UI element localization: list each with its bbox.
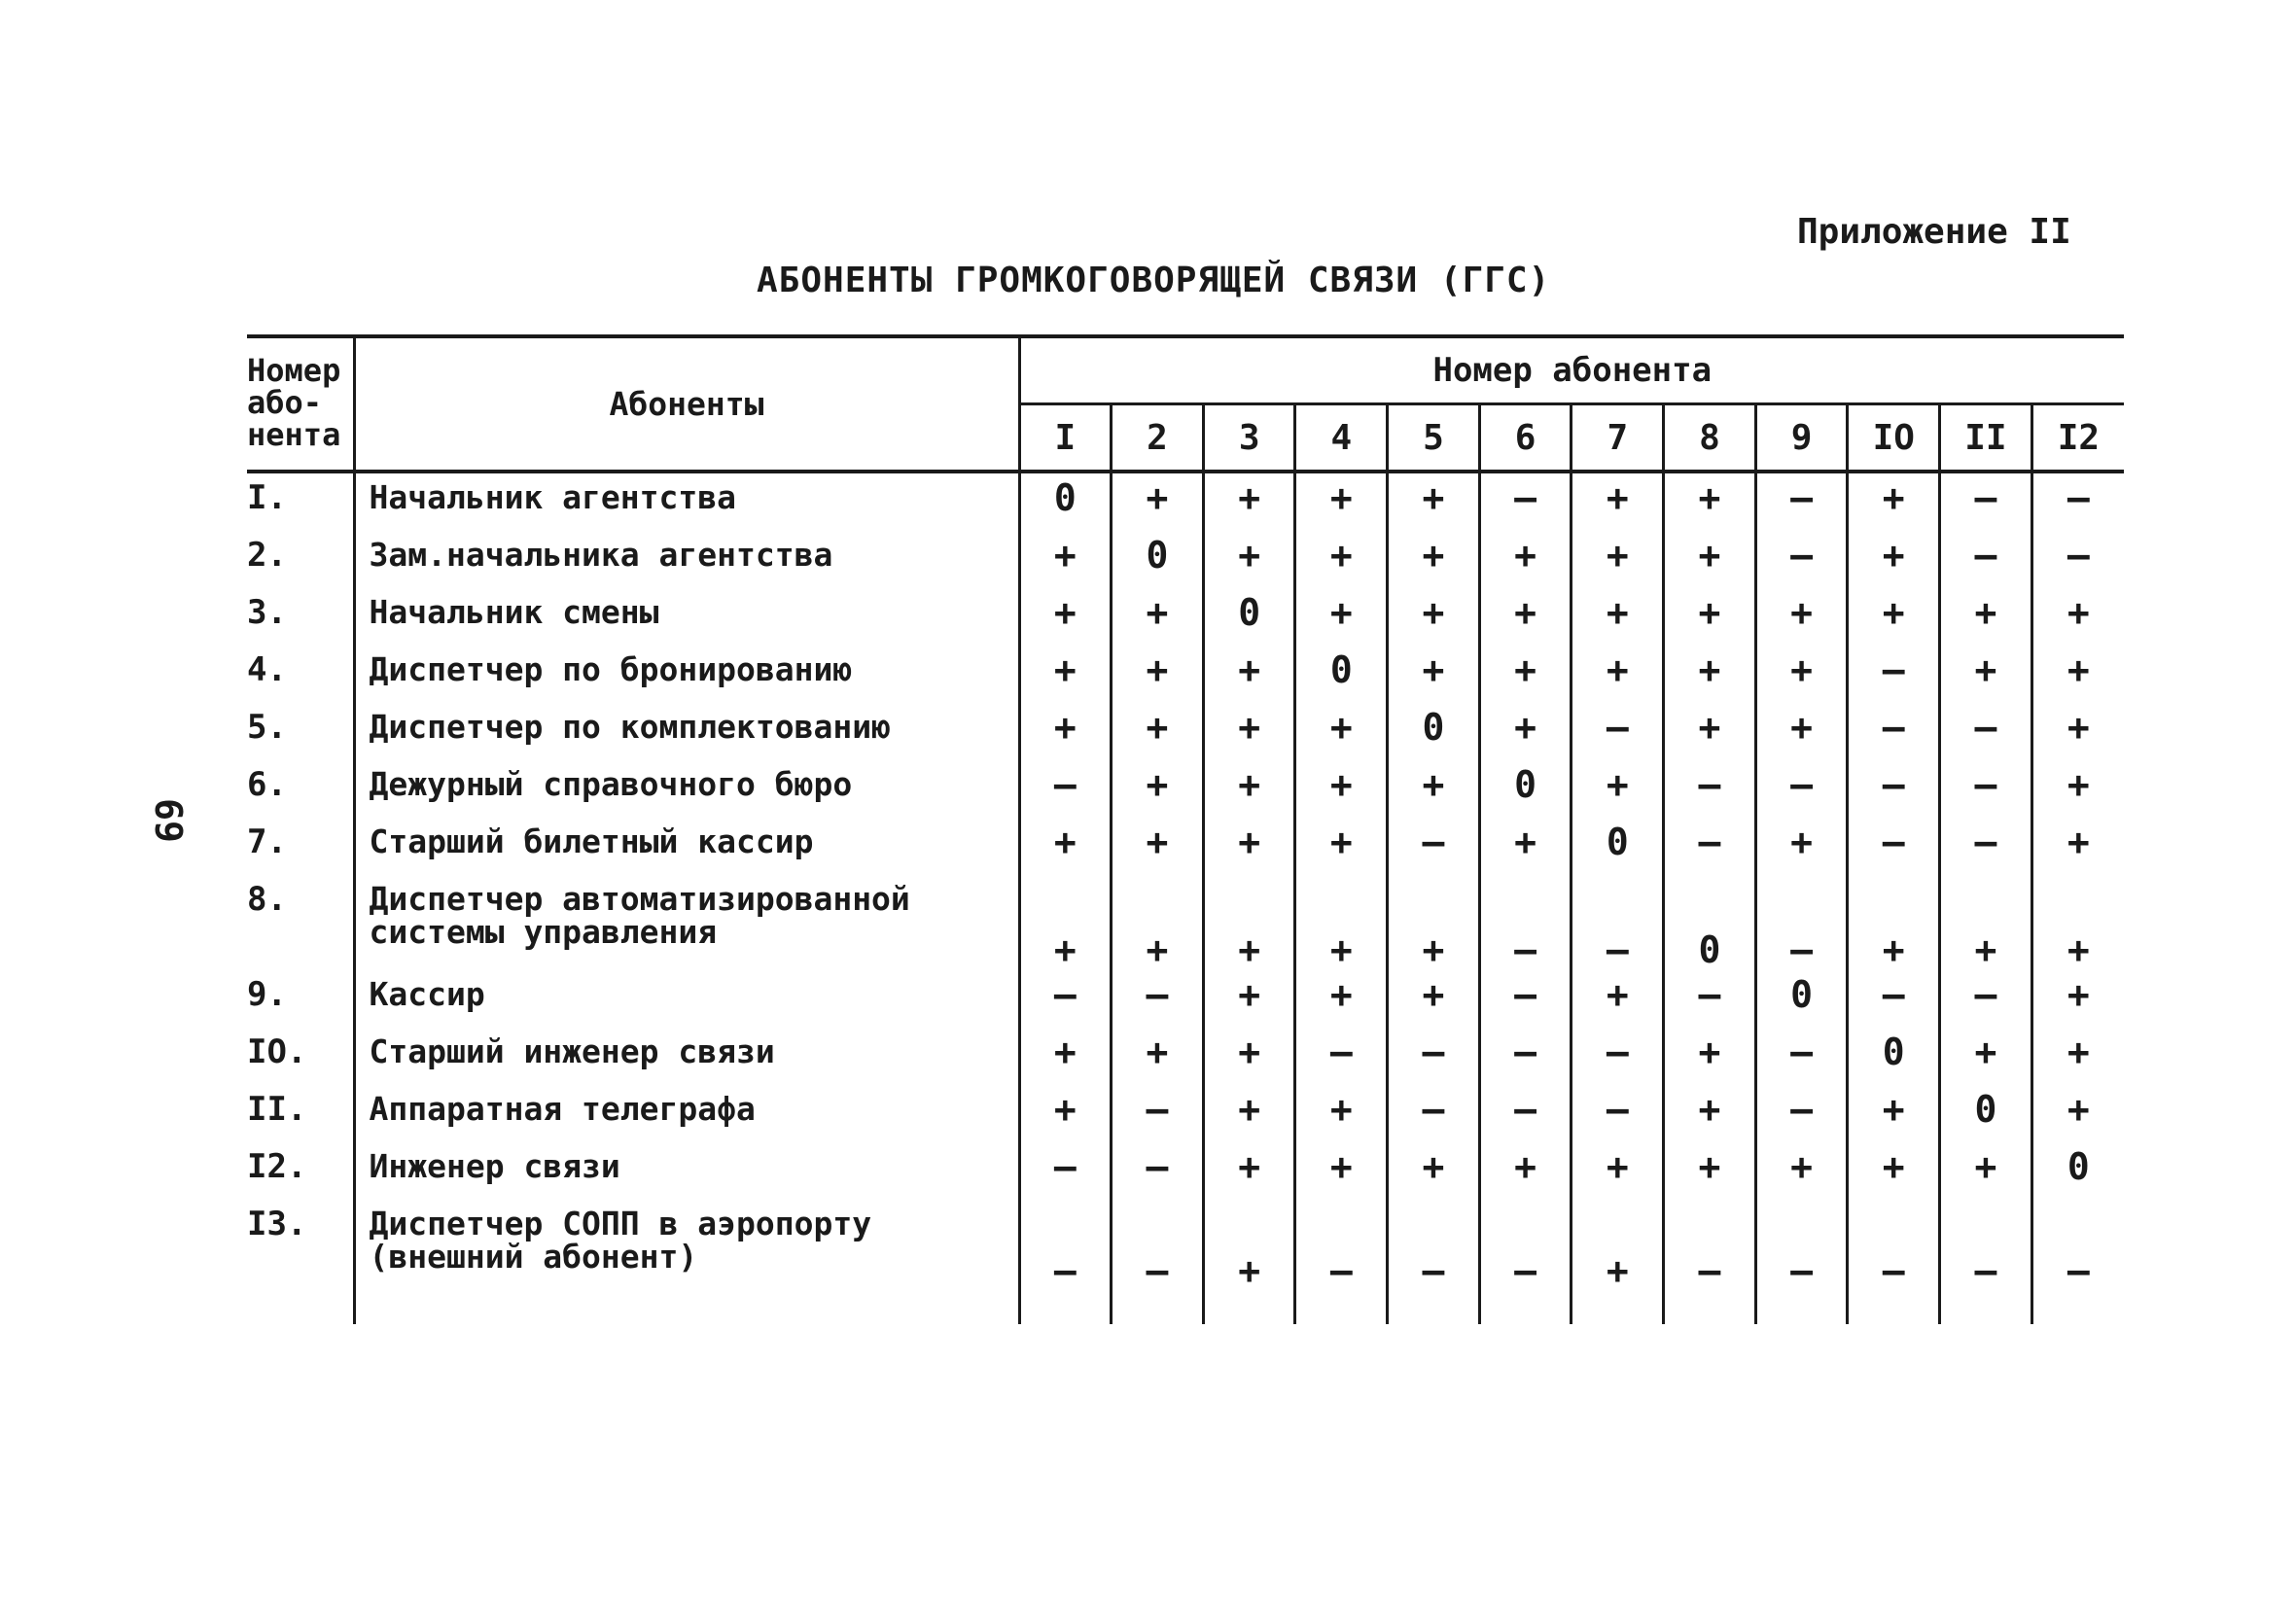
connection-mark: + (1295, 760, 1388, 818)
connection-mark: + (1203, 760, 1295, 818)
connection-mark: – (1479, 1028, 1572, 1085)
subscriber-name (354, 1085, 1019, 1142)
connection-mark: + (1940, 875, 2032, 970)
connection-mark: 0 (1940, 1085, 2032, 1142)
connection-mark: – (1388, 1085, 1480, 1142)
connection-mark: + (1572, 970, 1664, 1028)
connection-mark: + (1940, 646, 2032, 703)
table-row (247, 760, 2124, 818)
row-number: 8. (247, 875, 354, 970)
table-row (247, 1028, 2124, 1085)
connection-mark: – (1664, 760, 1756, 818)
connection-mark: + (2066, 591, 2090, 634)
connection-mark: – (1388, 1028, 1480, 1085)
subscriber-name-line2: системы управления (369, 913, 718, 951)
connection-mark: 0 (1388, 703, 1480, 760)
row-number: I. (247, 472, 354, 531)
page-number: 69 (146, 798, 190, 843)
connection-mark: + (1572, 1200, 1664, 1324)
connection-mark: 0 (1203, 588, 1295, 646)
connection-mark: + (1848, 588, 1940, 646)
connection-mark: + (1112, 1028, 1204, 1085)
connection-mark: – (1848, 646, 1940, 703)
connection-mark: 0 (1019, 472, 1112, 531)
header-num-line3: нента (247, 416, 341, 453)
connection-mark: + (1664, 531, 1756, 588)
connection-mark: 0 (1295, 646, 1388, 703)
connection-mark: – (2066, 476, 2090, 519)
connection-mark: + (1203, 531, 1295, 588)
connection-mark: 0 (1848, 1028, 1940, 1085)
connection-mark: – (1755, 760, 1848, 818)
row-number: IO. (247, 1028, 354, 1085)
connection-mark: + (1295, 970, 1388, 1028)
connection-mark: – (1755, 472, 1848, 531)
subscriber-name-line1: Начальник агентства (369, 478, 736, 516)
connection-mark: + (1388, 875, 1480, 970)
row-number: 7. (247, 818, 354, 875)
connection-mark: 0 (2066, 1145, 2090, 1188)
subscriber-name (354, 703, 1019, 760)
subscriber-name-line1: Аппаратная телеграфа (369, 1090, 756, 1128)
connection-mark: + (1203, 818, 1295, 875)
connection-mark: + (1479, 646, 1572, 703)
connection-mark: + (2066, 821, 2090, 863)
connection-mark: + (1664, 703, 1756, 760)
connection-mark: 0 (1755, 970, 1848, 1028)
subscriber-name-line1: Диспетчер автоматизированной (369, 880, 910, 918)
header-number-group: Номер абонента (1019, 336, 2124, 404)
connection-mark: – (1572, 703, 1664, 760)
connection-mark: + (1388, 1142, 1480, 1200)
connection-mark: + (1019, 1028, 1112, 1085)
connection-mark: – (1479, 1200, 1572, 1324)
row-number: 4. (247, 646, 354, 703)
connection-mark: – (1019, 1200, 1112, 1324)
connection-mark: + (1203, 1085, 1295, 1142)
connection-mark: + (1019, 588, 1112, 646)
subscriber-name-line1: Старший инженер связи (369, 1032, 775, 1070)
connection-mark: + (1479, 818, 1572, 875)
connection-mark: – (1479, 875, 1572, 970)
table-row (247, 1085, 2124, 1142)
row-number: 5. (247, 703, 354, 760)
connection-mark: + (1203, 472, 1295, 531)
table-row (247, 1142, 2124, 1200)
subscriber-name (354, 1200, 1019, 1324)
table-row (247, 970, 2124, 1028)
row-number: 9. (247, 970, 354, 1028)
connection-mark: – (1664, 970, 1756, 1028)
connection-mark: + (1664, 472, 1756, 531)
connection-mark: – (1848, 703, 1940, 760)
connection-mark: + (1112, 646, 1204, 703)
connection-mark: – (1755, 1028, 1848, 1085)
connection-mark: + (1940, 1142, 2032, 1200)
connection-mark: + (1572, 472, 1664, 531)
connection-mark: – (1940, 818, 2032, 875)
connection-mark: – (1479, 472, 1572, 531)
connection-mark: + (1479, 703, 1572, 760)
connection-mark: + (1112, 703, 1204, 760)
connection-mark: – (1848, 760, 1940, 818)
connection-mark: + (1295, 588, 1388, 646)
connection-mark: + (1479, 531, 1572, 588)
connection-mark: – (1664, 1200, 1756, 1324)
subscriber-name (354, 970, 1019, 1028)
connection-mark: + (1572, 646, 1664, 703)
connection-mark: + (1203, 970, 1295, 1028)
connection-mark: 0 (1479, 760, 1572, 818)
connection-mark: + (1295, 531, 1388, 588)
table-row (247, 818, 2124, 875)
column-header: I2 (2031, 404, 2124, 472)
connection-mark: + (1295, 472, 1388, 531)
row-number: II. (247, 1085, 354, 1142)
subscriber-name (354, 1028, 1019, 1085)
table-row (247, 875, 2124, 970)
connection-mark: – (1848, 1200, 1940, 1324)
connection-mark: + (1388, 531, 1480, 588)
connection-mark: – (1112, 1200, 1204, 1324)
connection-mark: + (1479, 588, 1572, 646)
subscriber-name-line1: Начальник смены (369, 593, 659, 631)
connection-mark: + (2066, 973, 2090, 1016)
connection-mark: + (1019, 875, 1112, 970)
connection-mark: – (1940, 472, 2032, 531)
connection-mark: + (1388, 472, 1480, 531)
subscribers-table (247, 334, 2124, 1324)
subscriber-name-line1: Дежурный справочного бюро (369, 765, 853, 803)
connection-mark: + (1755, 646, 1848, 703)
document-title: АБОНЕНТЫ ГРОМКОГОВОРЯЩЕЙ СВЯЗИ (ГГС) (757, 261, 1551, 300)
connection-mark: + (1203, 703, 1295, 760)
connection-mark: + (1388, 970, 1480, 1028)
connection-mark: + (2066, 1088, 2090, 1131)
row-number: 2. (247, 531, 354, 588)
appendix-label: Приложение II (1797, 212, 2071, 252)
connection-mark: – (1019, 760, 1112, 818)
connection-mark: – (1112, 1142, 1204, 1200)
connection-mark: – (1112, 970, 1204, 1028)
connection-mark: + (1664, 588, 1756, 646)
connection-mark: – (1755, 531, 1848, 588)
connection-mark: – (1479, 970, 1572, 1028)
connection-mark: – (1755, 875, 1848, 970)
subscriber-name (354, 818, 1019, 875)
subscriber-name (354, 531, 1019, 588)
connection-mark: – (1940, 1200, 2032, 1324)
column-header: 8 (1664, 404, 1756, 472)
connection-mark: – (1940, 703, 2032, 760)
connection-mark: + (1572, 588, 1664, 646)
header-num-line2: або- (247, 384, 323, 421)
connection-mark: – (1479, 1085, 1572, 1142)
connection-mark: + (2066, 648, 2090, 691)
connection-mark: + (2066, 706, 2090, 749)
connection-mark: – (1572, 1085, 1664, 1142)
connection-mark: + (1203, 1028, 1295, 1085)
table-row (247, 703, 2124, 760)
connection-mark: + (1848, 875, 1940, 970)
subscriber-name (354, 875, 1019, 970)
connection-mark: + (1388, 646, 1480, 703)
connection-mark: 0 (1572, 818, 1664, 875)
subscriber-name (354, 760, 1019, 818)
header-num-line1: Номер (247, 352, 341, 389)
connection-mark: + (1295, 703, 1388, 760)
row-number: I2. (247, 1142, 354, 1200)
connection-mark: + (2066, 928, 2090, 971)
connection-mark: – (1388, 818, 1480, 875)
connection-mark: + (1848, 1142, 1940, 1200)
subscriber-name-line2: (внешний абонент) (369, 1238, 698, 1276)
connection-mark: – (2066, 534, 2090, 577)
column-header: 6 (1479, 404, 1572, 472)
subscriber-name (354, 1142, 1019, 1200)
connection-mark: + (1664, 1142, 1756, 1200)
connection-mark: + (1295, 818, 1388, 875)
connection-mark: + (1479, 1142, 1572, 1200)
connection-mark: + (1019, 531, 1112, 588)
connection-mark: – (1295, 1200, 1388, 1324)
subscriber-name-line1: Старший билетный кассир (369, 822, 814, 860)
table-row (247, 588, 2124, 646)
connection-mark: + (1203, 875, 1295, 970)
table-row (247, 531, 2124, 588)
connection-mark: – (1664, 818, 1756, 875)
connection-mark: + (1295, 1085, 1388, 1142)
connection-mark: + (1940, 1028, 2032, 1085)
connection-mark: + (1664, 1085, 1756, 1142)
header-subscriber-number (247, 336, 354, 472)
connection-mark: + (1388, 760, 1480, 818)
connection-mark: + (1755, 703, 1848, 760)
column-header: 7 (1572, 404, 1664, 472)
connection-mark: + (1203, 1142, 1295, 1200)
connection-mark: – (1019, 970, 1112, 1028)
column-header: 9 (1755, 404, 1848, 472)
subscriber-name-line1: Диспетчер СОПП в аэропорту (369, 1205, 872, 1242)
connection-mark: – (1295, 1028, 1388, 1085)
subscriber-name-line1: Зам.начальника агентства (369, 536, 833, 574)
connection-mark: + (1572, 531, 1664, 588)
connection-mark: + (1572, 1142, 1664, 1200)
connection-mark: – (1755, 1200, 1848, 1324)
row-number: 6. (247, 760, 354, 818)
connection-mark: – (1940, 970, 2032, 1028)
connection-mark: + (1388, 588, 1480, 646)
subscriber-name-line1: Диспетчер по комплектованию (369, 708, 891, 746)
connection-mark: – (1019, 1142, 1112, 1200)
subscriber-name-line1: Кассир (369, 975, 485, 1013)
connection-mark: + (1848, 531, 1940, 588)
connection-mark: – (1940, 760, 2032, 818)
table-row (247, 472, 2124, 531)
connection-mark: + (1112, 588, 1204, 646)
subscriber-name-line1: Диспетчер по бронированию (369, 650, 853, 688)
connection-mark: + (1019, 818, 1112, 875)
connection-mark: + (1203, 1200, 1295, 1324)
column-header: 4 (1295, 404, 1388, 472)
row-number: 3. (247, 588, 354, 646)
row-number: I3. (247, 1200, 354, 1324)
connection-mark: + (1019, 703, 1112, 760)
column-header: I (1019, 404, 1112, 472)
connection-mark: – (1848, 818, 1940, 875)
subscriber-name (354, 472, 1019, 531)
connection-mark: 0 (1664, 875, 1756, 970)
connection-mark: – (1572, 1028, 1664, 1085)
column-header: IO (1848, 404, 1940, 472)
connection-mark: + (1940, 588, 2032, 646)
connection-mark: + (1019, 646, 1112, 703)
subscriber-name-line1: Инженер связи (369, 1147, 620, 1185)
connection-mark: + (1664, 646, 1756, 703)
connection-mark: – (2066, 1249, 2090, 1292)
connection-mark: + (1295, 1142, 1388, 1200)
table-row (247, 646, 2124, 703)
connection-mark: + (1848, 472, 1940, 531)
connection-mark: + (1755, 1142, 1848, 1200)
connection-mark: + (1019, 1085, 1112, 1142)
connection-mark: + (1755, 818, 1848, 875)
connection-mark: – (1112, 1085, 1204, 1142)
connection-mark: + (1572, 760, 1664, 818)
connection-mark: + (1112, 472, 1204, 531)
column-header: 3 (1203, 404, 1295, 472)
connection-mark: + (2066, 763, 2090, 806)
connection-mark: 0 (1112, 531, 1204, 588)
connection-mark: – (1388, 1200, 1480, 1324)
connection-mark: + (1848, 1085, 1940, 1142)
subscriber-name (354, 646, 1019, 703)
connection-mark: – (1848, 970, 1940, 1028)
column-header: 2 (1112, 404, 1204, 472)
connection-mark: – (1755, 1085, 1848, 1142)
subscriber-name (354, 588, 1019, 646)
connection-mark: + (1664, 1028, 1756, 1085)
connection-mark: + (1112, 818, 1204, 875)
table-row (247, 1200, 2124, 1324)
connection-mark: – (1940, 531, 2032, 588)
column-header: II (1940, 404, 2032, 472)
connection-mark: + (1755, 588, 1848, 646)
connection-mark: + (1112, 875, 1204, 970)
connection-mark: + (2066, 1031, 2090, 1073)
connection-mark: – (1572, 875, 1664, 970)
column-header: 5 (1388, 404, 1480, 472)
header-subscribers: Абоненты (354, 336, 1019, 472)
connection-mark: + (1295, 875, 1388, 970)
connection-mark: + (1112, 760, 1204, 818)
connection-mark: + (1203, 646, 1295, 703)
